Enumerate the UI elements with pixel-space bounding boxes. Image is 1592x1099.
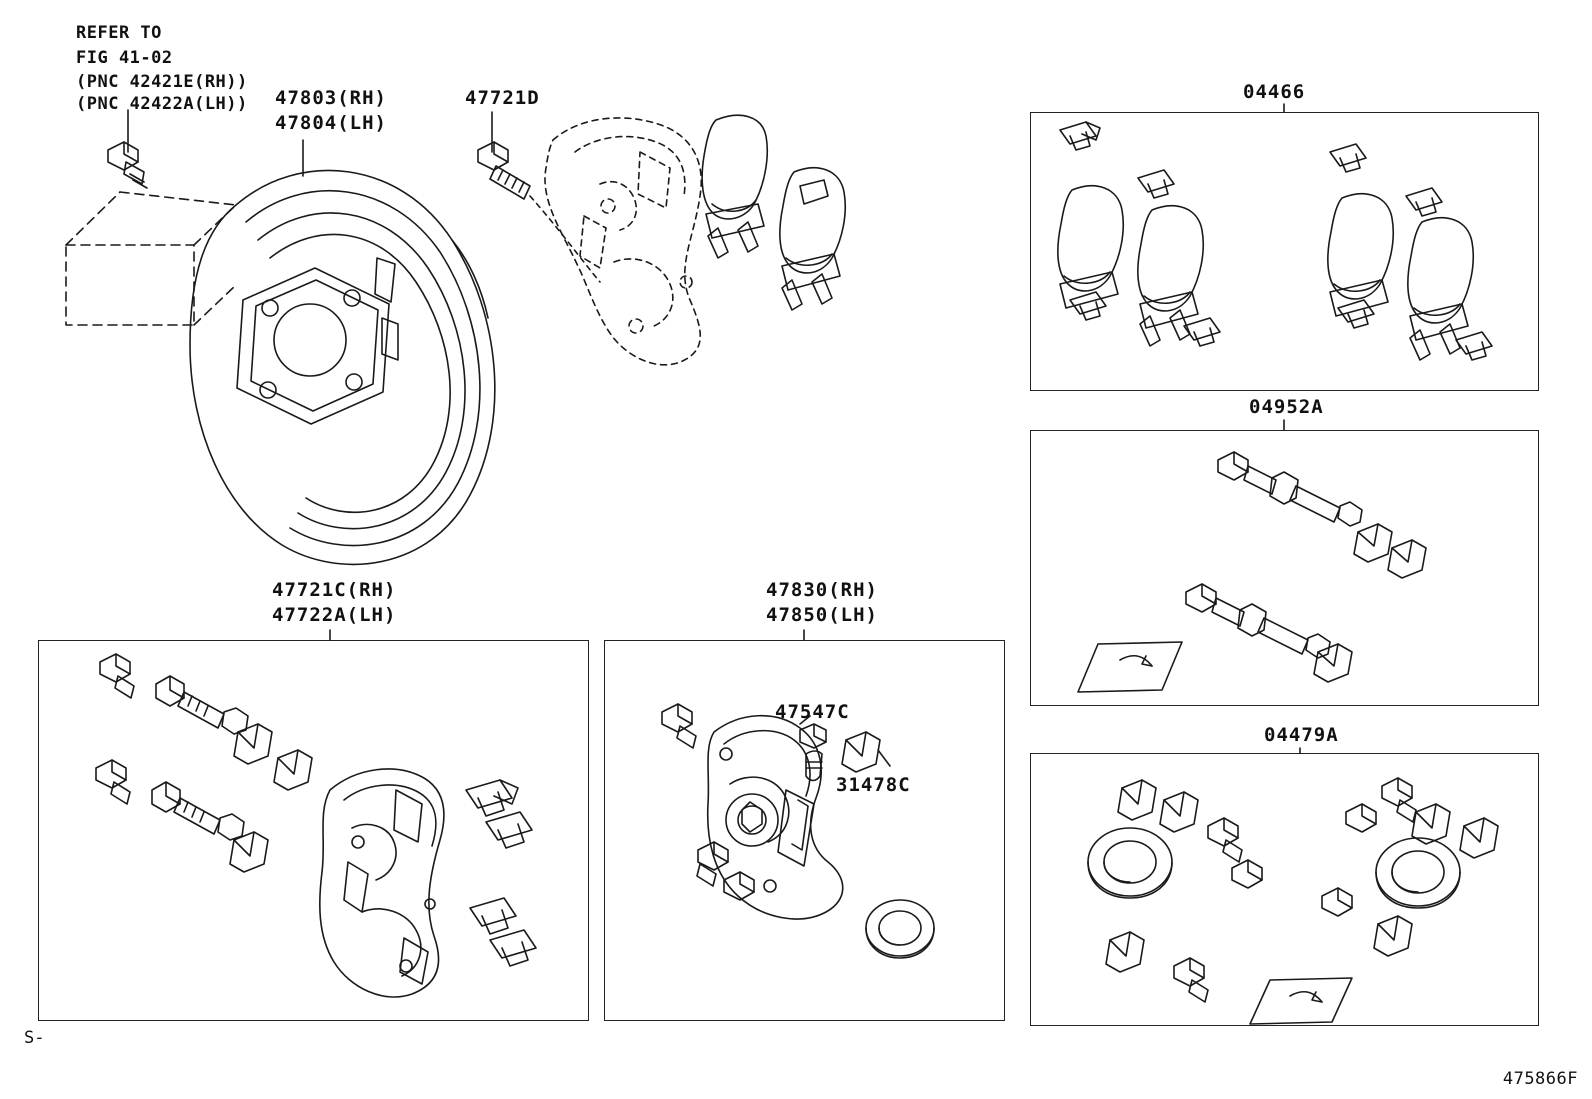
part-label-04952a: 04952A [1249, 396, 1324, 418]
brake-pad-upper [702, 115, 767, 258]
brake-pad-lower [780, 168, 845, 310]
part-label-47804: 47804(LH) [275, 112, 387, 134]
part-label-31478c: 31478C [836, 774, 911, 796]
part-label-47547c: 47547C [775, 701, 850, 723]
bolt-icon-47721d [478, 142, 530, 199]
part-label-47850: 47850(LH) [766, 604, 878, 626]
group-box-47830 [604, 640, 1005, 1021]
phantom-caliper-bracket [545, 118, 701, 365]
leader-dashed-47721d-to-bracket [530, 196, 600, 282]
part-label-47721c: 47721C(RH) [272, 579, 397, 601]
exploded-dashed-guides [66, 192, 236, 325]
group-box-04466 [1030, 112, 1539, 391]
refer-to-note-line1: REFER TO [76, 23, 162, 43]
part-label-47722a: 47722A(LH) [272, 604, 397, 626]
group-box-04479a [1030, 753, 1539, 1026]
part-label-04479a: 04479A [1264, 724, 1339, 746]
dust-cover-47803 [190, 170, 495, 564]
part-label-04466: 04466 [1243, 81, 1306, 103]
part-label-47830: 47830(RH) [766, 579, 878, 601]
sheet-corner-mark: S- [24, 1028, 45, 1048]
refer-to-note-line3: (PNC 42421E(RH)) [76, 72, 248, 92]
refer-to-note-line2: FIG 41-02 [76, 48, 173, 68]
refer-to-note-line4: (PNC 42422A(LH)) [76, 94, 248, 114]
part-label-47721d: 47721D [465, 87, 540, 109]
group-box-04952a [1030, 430, 1539, 706]
diagram-footer-code: 475866F [1502, 1069, 1578, 1089]
part-label-47803: 47803(RH) [275, 87, 387, 109]
bolt-icon-topleft [108, 142, 147, 188]
group-box-47721c [38, 640, 589, 1021]
